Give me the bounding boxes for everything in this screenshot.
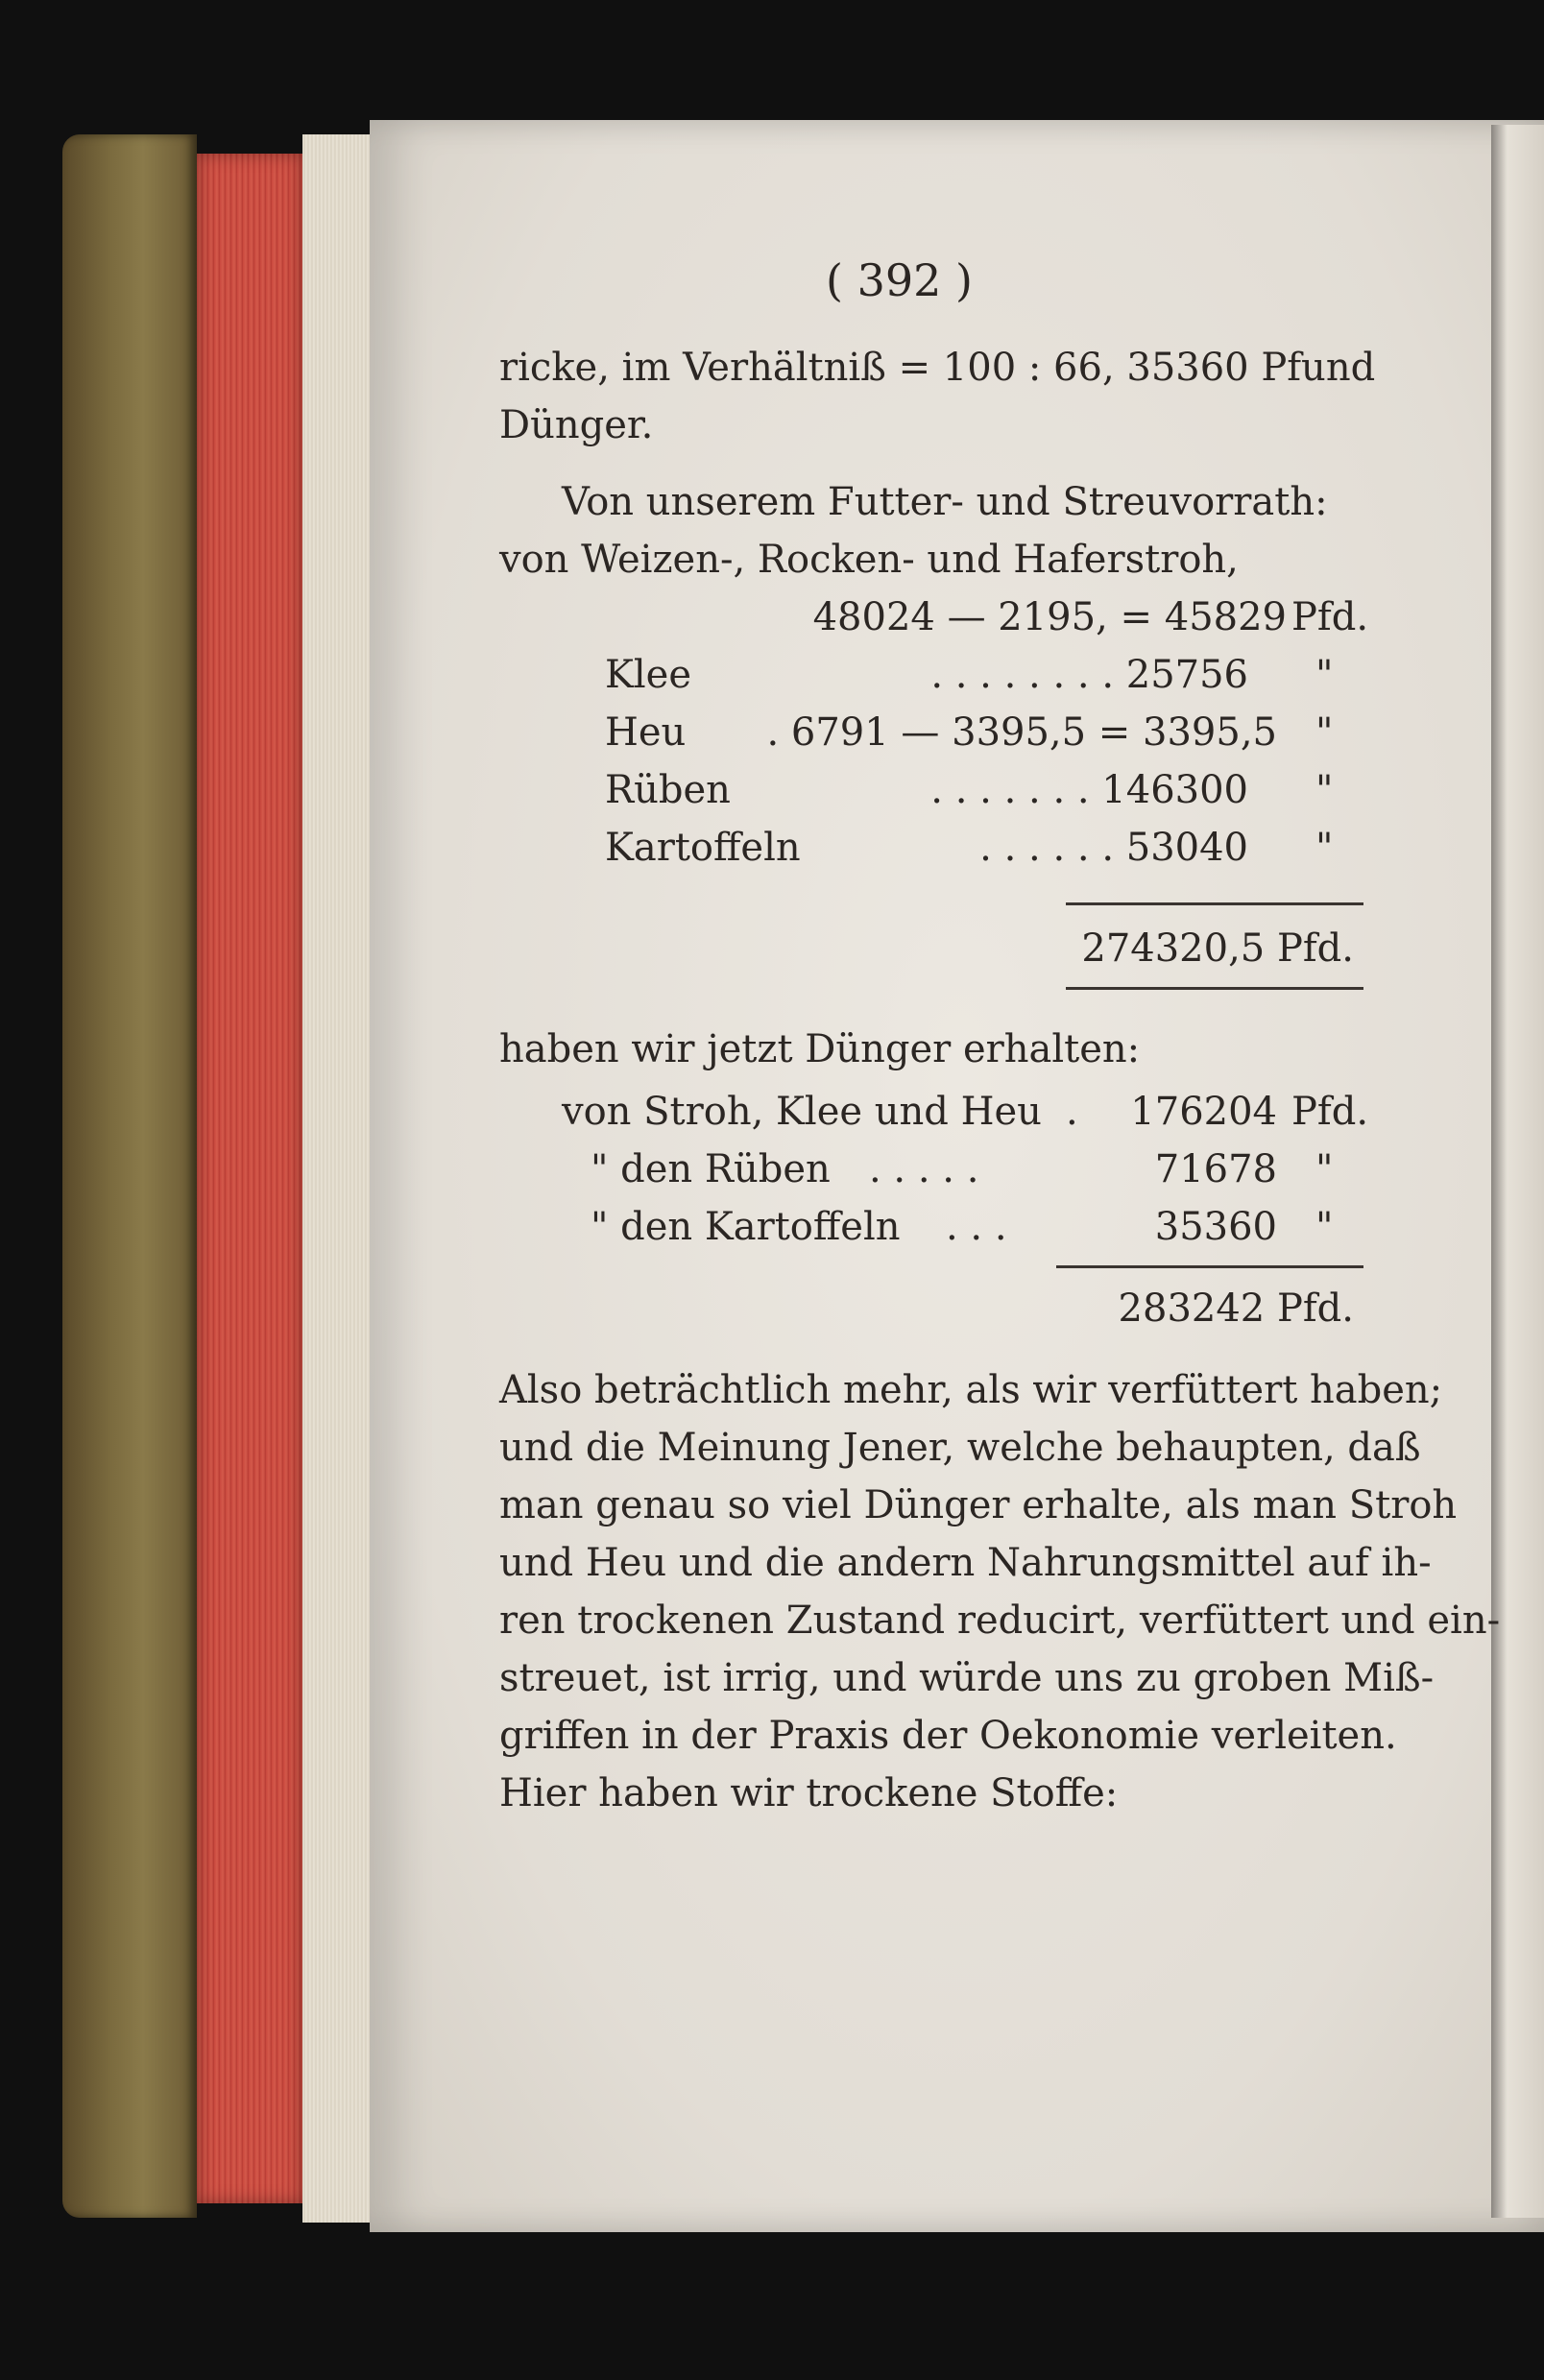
manure-row-unit: "	[1315, 1205, 1334, 1249]
feed-row-label: Kartoffeln	[605, 826, 801, 870]
red-page-edges	[197, 154, 302, 2203]
total-rule	[1066, 987, 1363, 990]
paragraph-line: ren trockenen Zustand reducirt, verfüttert und ein-	[499, 1599, 1501, 1643]
feed-row-unit: "	[1315, 768, 1334, 812]
manure-heading: haben wir jetzt Dünger erhalten:	[499, 1027, 1141, 1071]
sum-rule	[1056, 1265, 1363, 1268]
feed-row-label: Klee	[605, 653, 692, 697]
manure-row-value: 35360	[1154, 1205, 1277, 1249]
manure-row-label: " den Rüben	[591, 1147, 831, 1191]
manure-row-unit: Pfd.	[1291, 1090, 1369, 1134]
manure-row-dots: . . . . .	[869, 1147, 979, 1191]
manure-row-value: 176204	[1130, 1090, 1277, 1134]
feed-row-calc: . . . . . . . . 25756	[930, 653, 1248, 697]
feed-row-calc: 48024 — 2195, = 45829	[812, 595, 1287, 639]
feed-row-calc: . . . . . . 53040	[979, 826, 1248, 870]
manure-row-dots: .	[1066, 1090, 1078, 1134]
paragraph-line: streuet, ist irrig, und würde uns zu groben Miß-	[499, 1656, 1435, 1700]
feed-row-label: Heu	[605, 710, 687, 755]
page-stack	[302, 134, 370, 2223]
heading-line: Von unserem Futter- und Streuvorrath:	[562, 480, 1328, 524]
paragraph-line: Also beträchtlich mehr, als wir verfüttert haben;	[499, 1368, 1443, 1412]
paragraph-line: griffen in der Praxis der Oekonomie verleiten.	[499, 1714, 1397, 1758]
feed-row-calc: . . . . . . . 146300	[930, 768, 1248, 812]
paragraph-line: man genau so viel Dünger erhalte, als man Stroh	[499, 1483, 1458, 1527]
feed-row-unit: "	[1315, 710, 1334, 755]
heading-line: von Weizen-, Rocken- und Haferstroh,	[499, 538, 1239, 582]
sum-rule	[1066, 902, 1363, 905]
intro-line: Dünger.	[499, 403, 654, 447]
feed-row-unit: "	[1315, 653, 1334, 697]
facing-page-edge	[1491, 125, 1544, 2218]
page-number: ( 392 )	[826, 254, 973, 306]
paragraph-line: und die Meinung Jener, welche behaupten, daß	[499, 1426, 1421, 1470]
feed-row-label: Rüben	[605, 768, 731, 812]
manure-row-label: " den Kartoffeln	[591, 1205, 901, 1249]
manure-row-value: 71678	[1154, 1147, 1277, 1191]
manure-row-dots: . . .	[946, 1205, 1007, 1249]
manure-row-label: von Stroh, Klee und Heu	[562, 1090, 1042, 1134]
paragraph-line: und Heu und die andern Nahrungsmittel auf ih-	[499, 1541, 1432, 1585]
feed-row-calc: . 6791 — 3395,5 = 3395,5	[766, 710, 1277, 755]
manure-total: 283242 Pfd.	[1118, 1286, 1354, 1331]
manure-row-unit: "	[1315, 1147, 1334, 1191]
feed-row-unit: "	[1315, 826, 1334, 870]
paragraph-line: Hier haben wir trockene Stoffe:	[499, 1771, 1119, 1815]
feed-total: 274320,5 Pfd.	[1081, 926, 1354, 971]
intro-line: ricke, im Verhältniß = 100 : 66, 35360 Pfund	[499, 346, 1376, 390]
book-cover-spine	[62, 134, 197, 2218]
feed-row-unit: Pfd.	[1291, 595, 1369, 639]
